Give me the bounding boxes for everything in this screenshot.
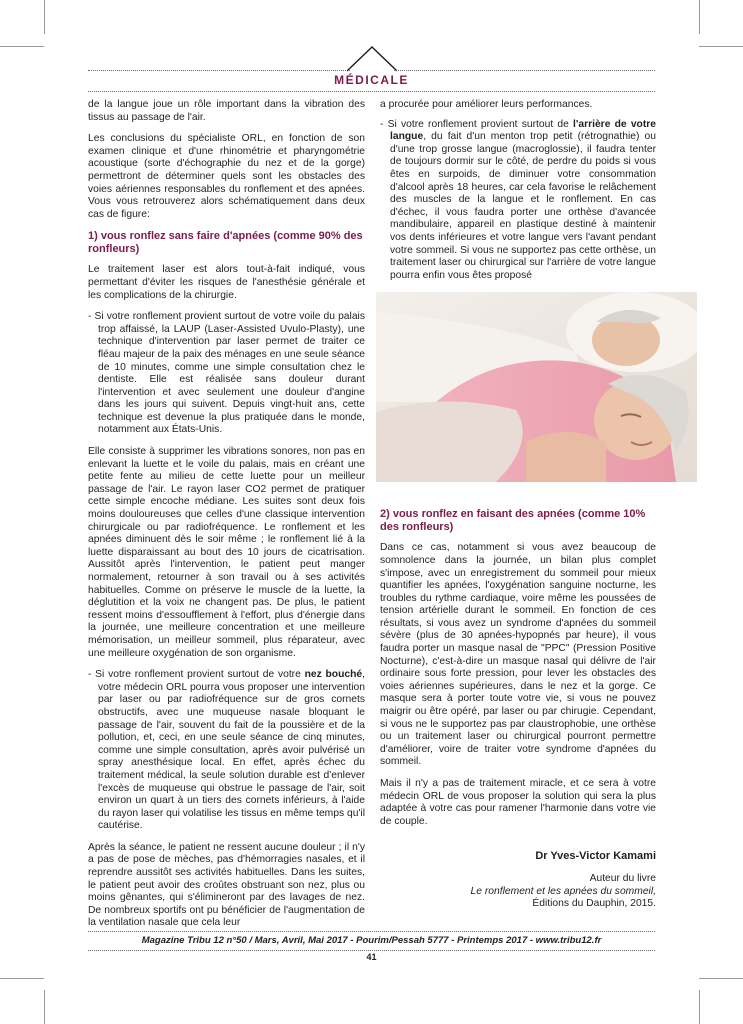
page-number: 41 (366, 952, 377, 962)
author-name: Dr Yves-Victor Kamami (535, 850, 656, 863)
crop-mark (44, 0, 45, 34)
text-span: , votre médecin ORL pourra vous proposer une intervention par laser ou par radiofréquence sur de gros cornets obstructifs, avec une muqueuse nasale bloquant le passage de l'air, souvent du fait de la poussière et de la pollution, et, ceci, en une seule séance de cinq minutes, comme une simple consultation, après avoir pulvérisé un spray anesthésique local. En effet, après échec du traitement médical, la seule solution durable est d'enlever l'excès de muqueuse qui obstrue le passage de l'air, soit environ un quart à un tiers des cornets inférieurs, à l'aide du rayon laser qui volatilise les tissus en même temps qu'il cautérise. (98, 669, 365, 832)
paragraph: Dans ce cas, notamment si vous avez beaucoup de somnolence dans la journée, un bilan plus complet s'impose, avec un enregistrement du sommeil pour mieux quantifier les apnées, l'oxygénation sanguine nocturne, les troubles du rythme cardiaque, voire même les poussées de tension artérielle durant le sommeil. En fonction de ces résultats, si vous avez un syndrome d'apnées du sommeil sévère (plus de 30 apnées-hypopnés par heure), il vous faudra porter un masque nasal de "PPC" (Pression Positive Nocturne), c'est-à-dire un masque nasal qui délivre de l'air ordinaire sous forte pression, pour lever les obstacles des voies aériennes supérieures, dans le nez et la gorge. Ce masque sera à porter toute votre vie, si vous ne pouvez maigrir ou être opéré, par laser ou par chirugie. Cependant, si vous ne le supportez pas par claustrophobie, une orthèse ou un traitement laser ou chirurgical pourront permettre d'améliorer, voire de traiter votre syndrome d'apnées du sommeil. (380, 542, 656, 768)
left-column (88, 99, 365, 939)
crop-mark (699, 46, 743, 47)
section-heading: 2) vous ronflez en faisant des apnées (comme 10% des ronfleurs) (380, 508, 646, 534)
crop-mark (44, 990, 45, 1024)
right-column (380, 99, 656, 911)
footer-magazine: Magazine Tribu 12 n°50 / Mars, Avril, Mai 2017 - Pourim/Pessah 5777 - Printemps 2017 - www.tribu12.fr (141, 935, 602, 946)
bullet-paragraph (88, 669, 365, 833)
bullet-paragraph (380, 119, 656, 283)
sleeping-couple-photo (376, 292, 697, 482)
photo-illustration (376, 292, 697, 482)
footer-rule-top (88, 931, 655, 932)
crop-mark (699, 0, 700, 34)
paragraph: Elle consiste à supprimer les vibrations sonores, non pas en enlevant la luette et le voile du palais, mais en créant une petite fente au milieu de cette luette pour un meilleur passage de l'air. Le rayon laser CO2 permet de pratiquer cette simple encoche médiane. Les suites sont deux fois moins douloureuses que celles d'une classique intervention chirurgicale ou par radiofréquence. Le ronflement et les apnées diminuent dès le soir même ; le ronflement lié à la luette disparaissant au bout des 10 jours de cicatrisation. Aussitôt après l'intervention, le patient peut manger normalement, retourner à son travail ou à ses activités habituelles. Comme on préserve le muscle de la luette, la déglutition et la voix ne changent pas. De plus, le patient ressent moins d'essoufflement à l'effort, plus d'énergie dans la journée, une meilleure concentration et une meilleure mémorisation, un meilleur sommeil, plus réparateur, avec une meilleure oxygénation de son organisme. (88, 446, 365, 659)
text-span: - Si votre ronflement provient surtout de (380, 118, 574, 130)
footer-rule-bottom (88, 950, 655, 951)
crop-mark (699, 990, 700, 1024)
bullet-paragraph: - Si votre ronflement provient surtout de votre voile du palais trop affaissé, la LAUP (Laser-Assisted Uvulo-Plasty), une technique d'intervention par laser permet de traiter ce fléau majeur de la paix des ménages en une seule séance de 10 minutes, comme une simple consultation chez le dentiste. Elle est réalisée sans douleur durant l'intervention et avec seulement une douleur d'angine dans les jours qui suivent. Depuis vingt-huit ans, cette technique est devenue la plus pratiquée dans le monde, notamment aux États-Unis. (88, 311, 365, 436)
text-span: , du fait d'un menton trop petit (rétrognathie) ou d'une trop grosse langue (macroglossie), il faudra tenter de toujours dormir sur le côté, de perdre du poids si vous êtes en surpoids, de diminuer votre consommation d'alcool après 18 heures, car cela favorise le relâchement des muscles de la langue et le ronflement. En cas d'échec, il vous faudra porter une orthèse d'avancée mandibulaire, appareil en plastique destiné à maintenir vos dents inférieures et votre langue vers l'avant pendant votre sommeil. Si vous ne supportez pas cette orthèse, un traitement laser ou chirurgical sur l'arrière de votre langue pourra enfin vous êtes proposé (390, 131, 656, 281)
paragraph: a procurée pour améliorer leurs performances. (380, 99, 593, 110)
paragraph: Après la séance, le patient ne ressent aucune douleur ; il n'y a pas de pose de mèches, pas d'hémorragies nasales, et il reprendre aussitôt ses activités habituelles. Dans les suites, le patient peut avoir des croûtes obstruant son nez, plus ou moins gênantes, qui s'élimineront par des lavages de nez. De nombreux sportifs ont pu bénéficier de l'augmentation de la ventilation nasale que cela leur (88, 841, 365, 929)
paragraph: Mais il n'y a pas de traitement miracle, et ce sera à votre médecin ORL de vous proposer la solution qui sera la plus adaptée à votre cas pour ramener l'harmonie dans votre vie de couple. (380, 778, 656, 827)
crop-mark (699, 978, 743, 979)
book-title: Le ronflement et les apnées du sommeil, (470, 885, 656, 897)
section-label: MÉDICALE (334, 73, 409, 87)
text-span: - Si votre ronflement provient surtout de votre (88, 669, 305, 681)
header-rule-right (394, 70, 655, 71)
paragraph: Le traitement laser est alors tout-à-fait indiqué, vous permettant d'éviter les risques de l'anesthésie générale et les complications de la chirurgie. (88, 264, 365, 301)
header-rule-left (88, 70, 350, 71)
bold-span: l'arrière de votre langue (390, 118, 656, 143)
header-triangle-icon (347, 45, 397, 73)
section-heading: 1) vous ronflez sans faire d'apnées (comme 90% des ronfleurs) (88, 230, 363, 256)
paragraph: de la langue joue un rôle important dans la vibration des tissus au passage de l'air. (88, 99, 365, 123)
bold-span: nez bouché (304, 669, 363, 681)
crop-mark (0, 978, 44, 979)
header-rule-bottom (88, 91, 655, 92)
author-role: Auteur du livre (589, 872, 656, 884)
crop-mark (0, 46, 44, 47)
paragraph: Les conclusions du spécialiste ORL, en fonction de son examen clinique et d'une rhinométrie et pharyngométrie acoustique (sorte d'échographie du nez et de la gorge) permettront de déterminer quels sont les obstacles des voies aériennes responsables du ronflement et des apnées. Vous vous retrouverez alors schématiquement dans deux cas de figure: (88, 133, 365, 220)
publisher: Éditions du Dauphin, 2015. (532, 898, 656, 910)
